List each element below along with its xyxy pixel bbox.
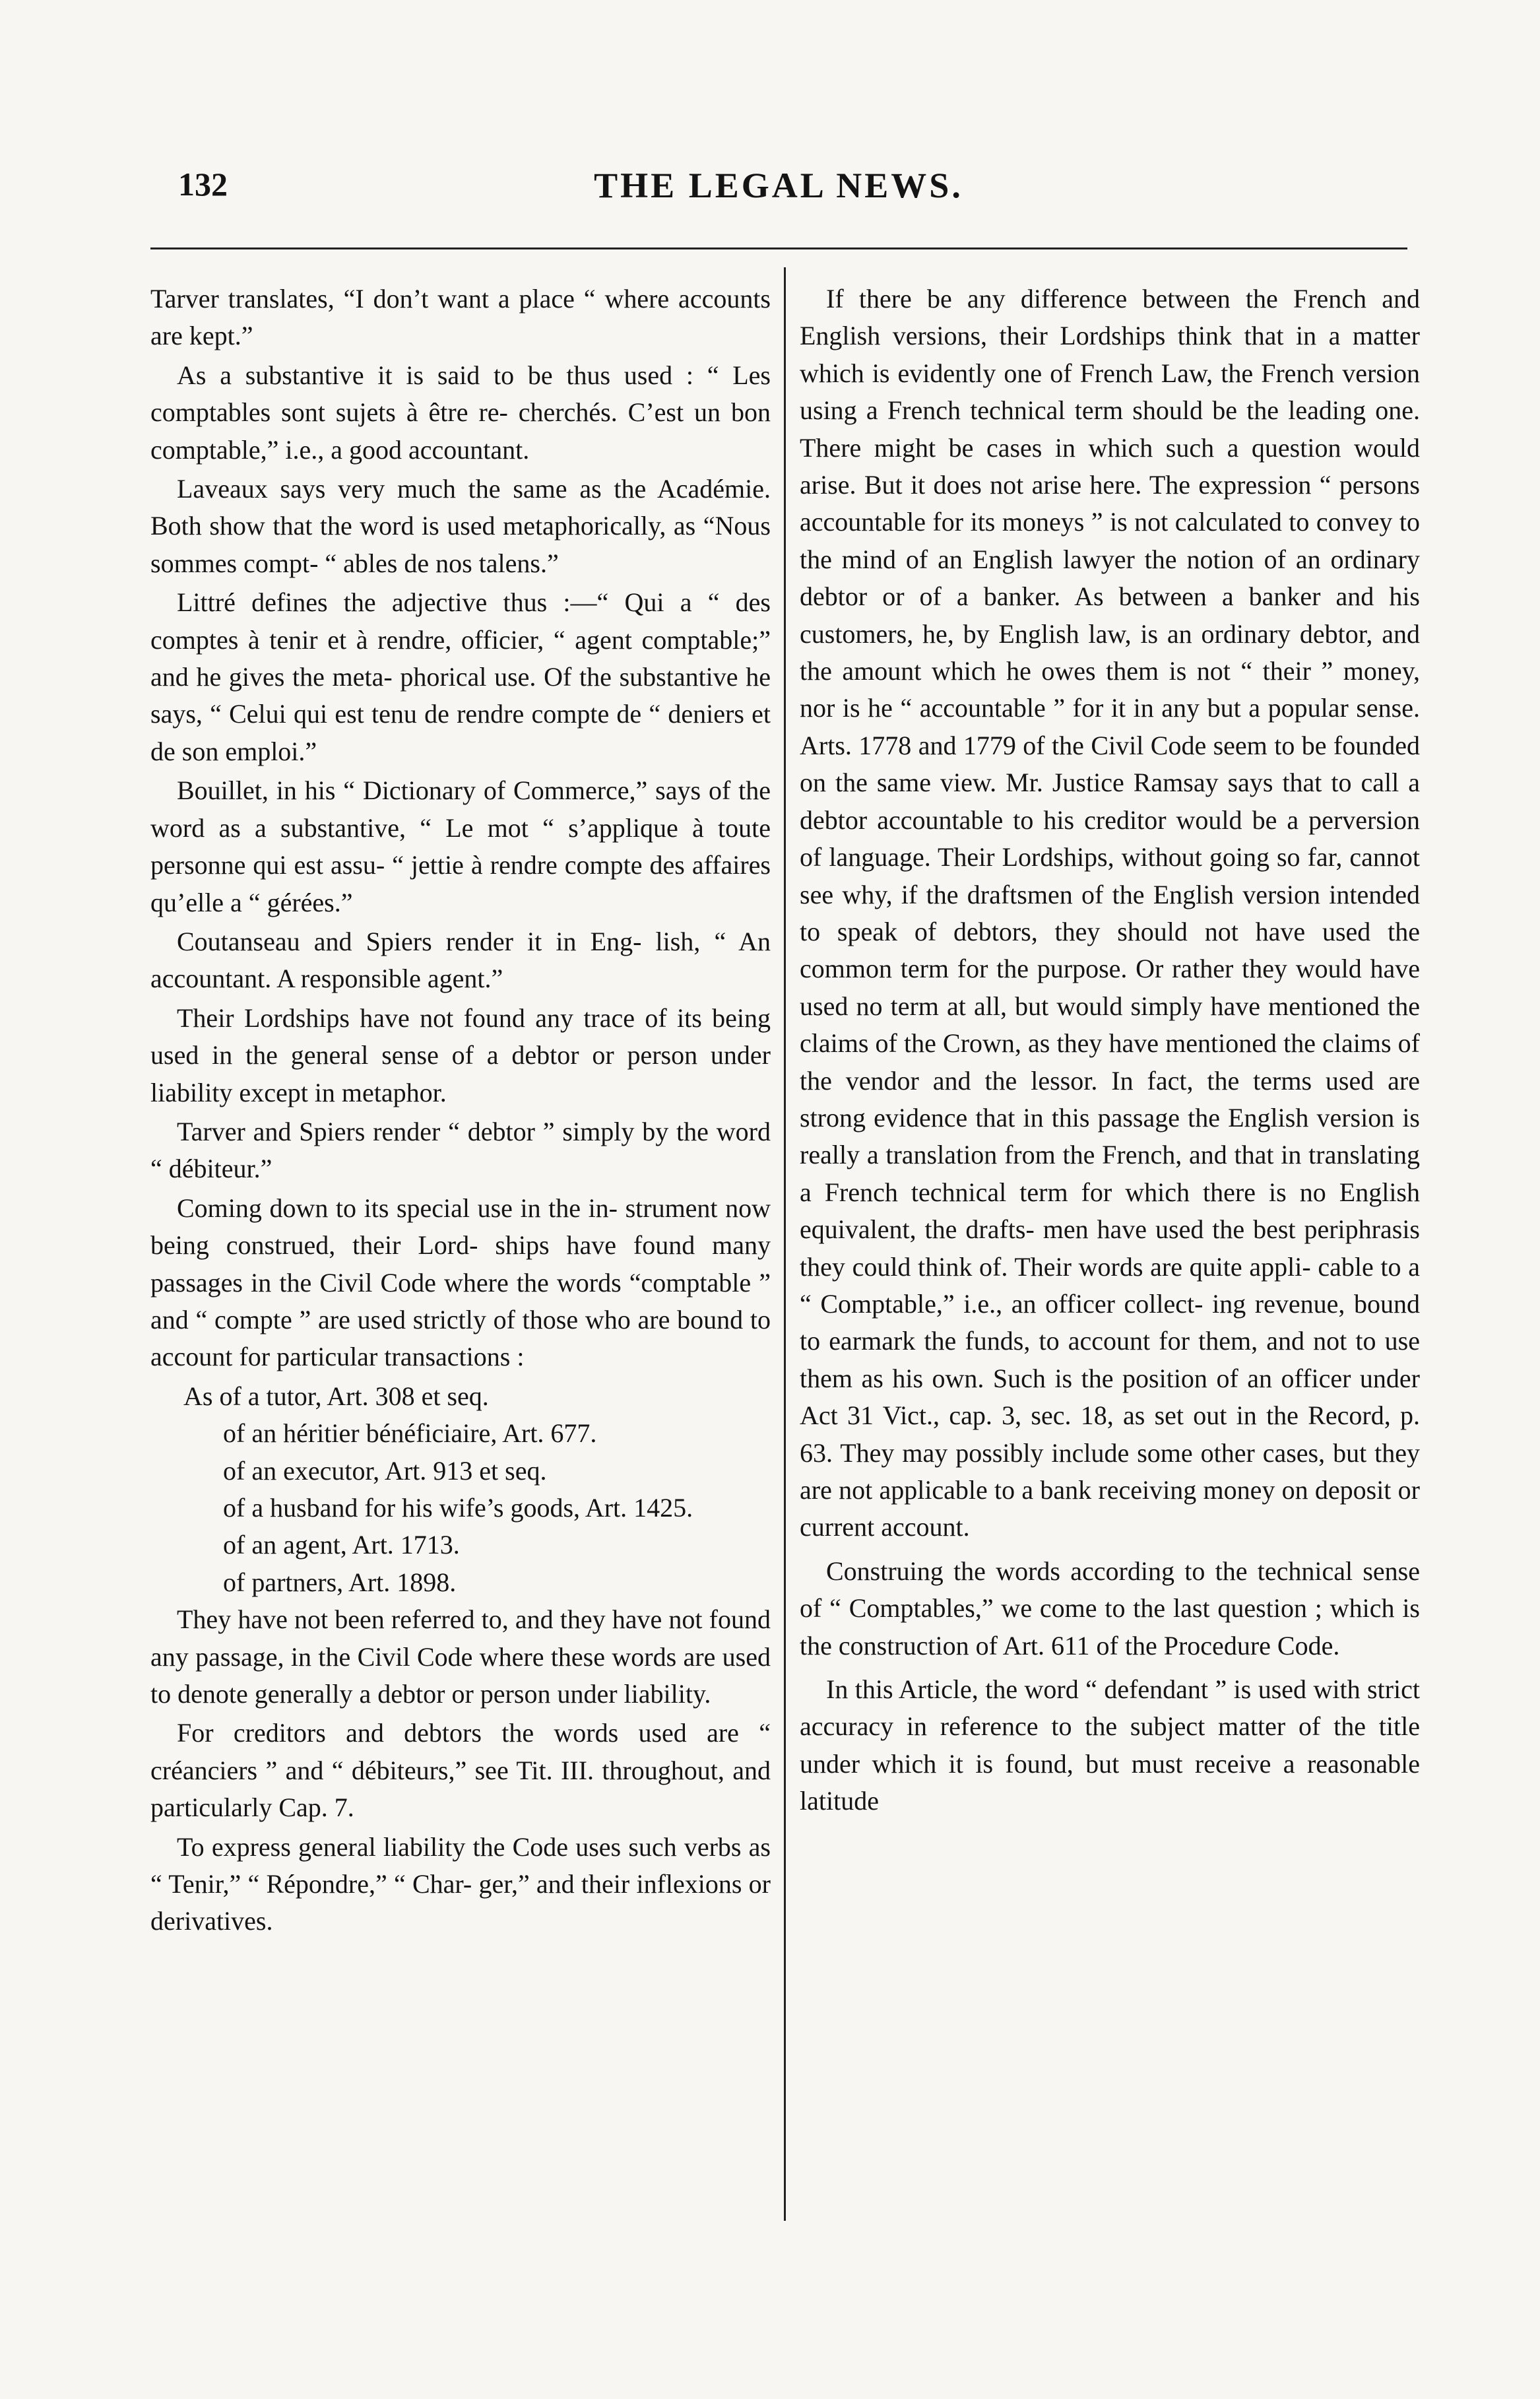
list-item: of an executor, Art. 913 et seq.: [223, 1455, 547, 1486]
paragraph: Coutanseau and Spiers render it in Eng- lish, “ An accountant. A responsible agent.”: [150, 926, 771, 994]
paragraph: For creditors and debtors the words used are “ créanciers ” and “ débiteurs,” see Tit. III. throughout, and particularly Cap. 7.: [150, 1718, 771, 1823]
right-column: [800, 280, 1420, 1822]
list-item: As of a tutor, Art. 308 et seq.: [183, 1381, 489, 1411]
paragraph: Tarver translates, “I don’t want a place “ where accounts are kept.”: [150, 284, 771, 351]
page-number: 132: [178, 166, 228, 203]
list-item: of an héritier bénéficiaire, Art. 677.: [223, 1418, 597, 1449]
paragraph: Tarver and Spiers render “ debtor ” simply by the word “ débiteur.”: [150, 1116, 771, 1184]
running-title: THE LEGAL NEWS.: [594, 166, 963, 205]
list-item: of an agent, Art. 1713.: [223, 1530, 460, 1560]
page-header: [152, 165, 1405, 218]
header-rule: [150, 247, 1407, 249]
paragraph: Laveaux says very much the same as the Académie. Both show that the word is used metaphorically, as “Nous sommes compt- “ ables de nos talens.”: [150, 474, 771, 578]
paragraph: Littré defines the adjective thus :—“ Qui a “ des comptes à tenir et à rendre, officier, “ agent comptable;” and he gives the meta- phorical use. Of the substantive he says, “ Celui qui est tenu de rendre compte de “ deniers et de son emploi.”: [150, 587, 771, 766]
list-item: of partners, Art. 1898.: [223, 1567, 457, 1597]
paragraph: To express general liability the Code uses such verbs as “ Tenir,” “ Répondre,” “ Char- ger,” and their inflexions or derivatives.: [150, 1831, 771, 1936]
paragraph: Coming down to its special use in the in- strument now being construed, their Lord- ships have found many passages in the Civil Code where the words “comptable ” and “ compte ” are used strictly of those who are bound to account for particular transactions :: [150, 1193, 771, 1372]
paragraph: Their Lordships have not found any trace of its being used in the general sense of a debtor or person under liability except in metaphor.: [150, 1002, 771, 1107]
paragraph: Construing the words according to the technical sense of “ Comptables,” we come to the last question ; which is the construction of Art. 611 of the Procedure Code.: [800, 1556, 1420, 1660]
paragraph: They have not been referred to, and they have not found any passage, in the Civil Code where these words are used to denote generally a debtor or person under liability.: [150, 1604, 771, 1709]
paragraph: In this Article, the word “ defendant ” is used with strict accuracy in reference to the subject matter of the title under which it is found, but must receive a reasonable latitude: [800, 1674, 1420, 1816]
paragraph: As a substantive it is said to be thus used : “ Les comptables sont sujets à être re- cherchés. C’est un bon comptable,” i.e., a good accountant.: [150, 360, 771, 465]
paragraph: If there be any difference between the French and English versions, their Lordships think that in a matter which is evidently one of French Law, the French version using a French technical term should be the leading one. There might be cases in which such a question would arise. But it does not arise here. The expression “ persons accountable for its moneys ” is not calculated to convey to the mind of an English lawyer the notion of an ordinary debtor or of a banker. As between a banker and his customers, he, by English law, is an ordinary debtor, and the amount which he owes them is not “ their ” money, nor is he “ accountable ” for it in any but a popular sense. Arts. 1778 and 1779 of the Civil Code seem to be founded on the same view. Mr. Justice Ramsay says that to call a debtor accountable to his creditor would be a perversion of language. Their Lordships, without going so far, cannot see why, if the draftsmen of the English version intended to speak of debtors, they should not have used the common term for the purpose. Or rather they would have used no term at all, but would simply have mentioned the claims of the Crown, as they have mentioned the claims of the vendor and the lessor. In fact, the terms used are strong evidence that in this passage the English version is really a translation from the French, and that in translating a French technical term for which there is no English equivalent, the drafts- men have used the best periphrasis they could think of. Their words are quite appli- cable to a “ Comptable,” i.e., an officer collect- ing revenue, bound to earmark the funds, to account for them, and not to use them as his own. Such is the position of an officer under Act 31 Vict., cap. 3, sec. 18, as set out in the Record, p. 63. They may possibly include some other cases, but they are not applicable to a bank receiving money on deposit or current account.: [800, 284, 1420, 1542]
column-divider: [784, 267, 786, 2221]
list-item: of a husband for his wife’s goods, Art. 1425.: [223, 1493, 693, 1523]
paragraph: Bouillet, in his “ Dictionary of Commerce,” says of the word as a substantive, “ Le mot “ s’applique à toute personne qui est assu- “ jettie à rendre compte des affaires qu’elle a “ gérées.”: [150, 775, 771, 917]
left-column: [150, 280, 771, 1942]
